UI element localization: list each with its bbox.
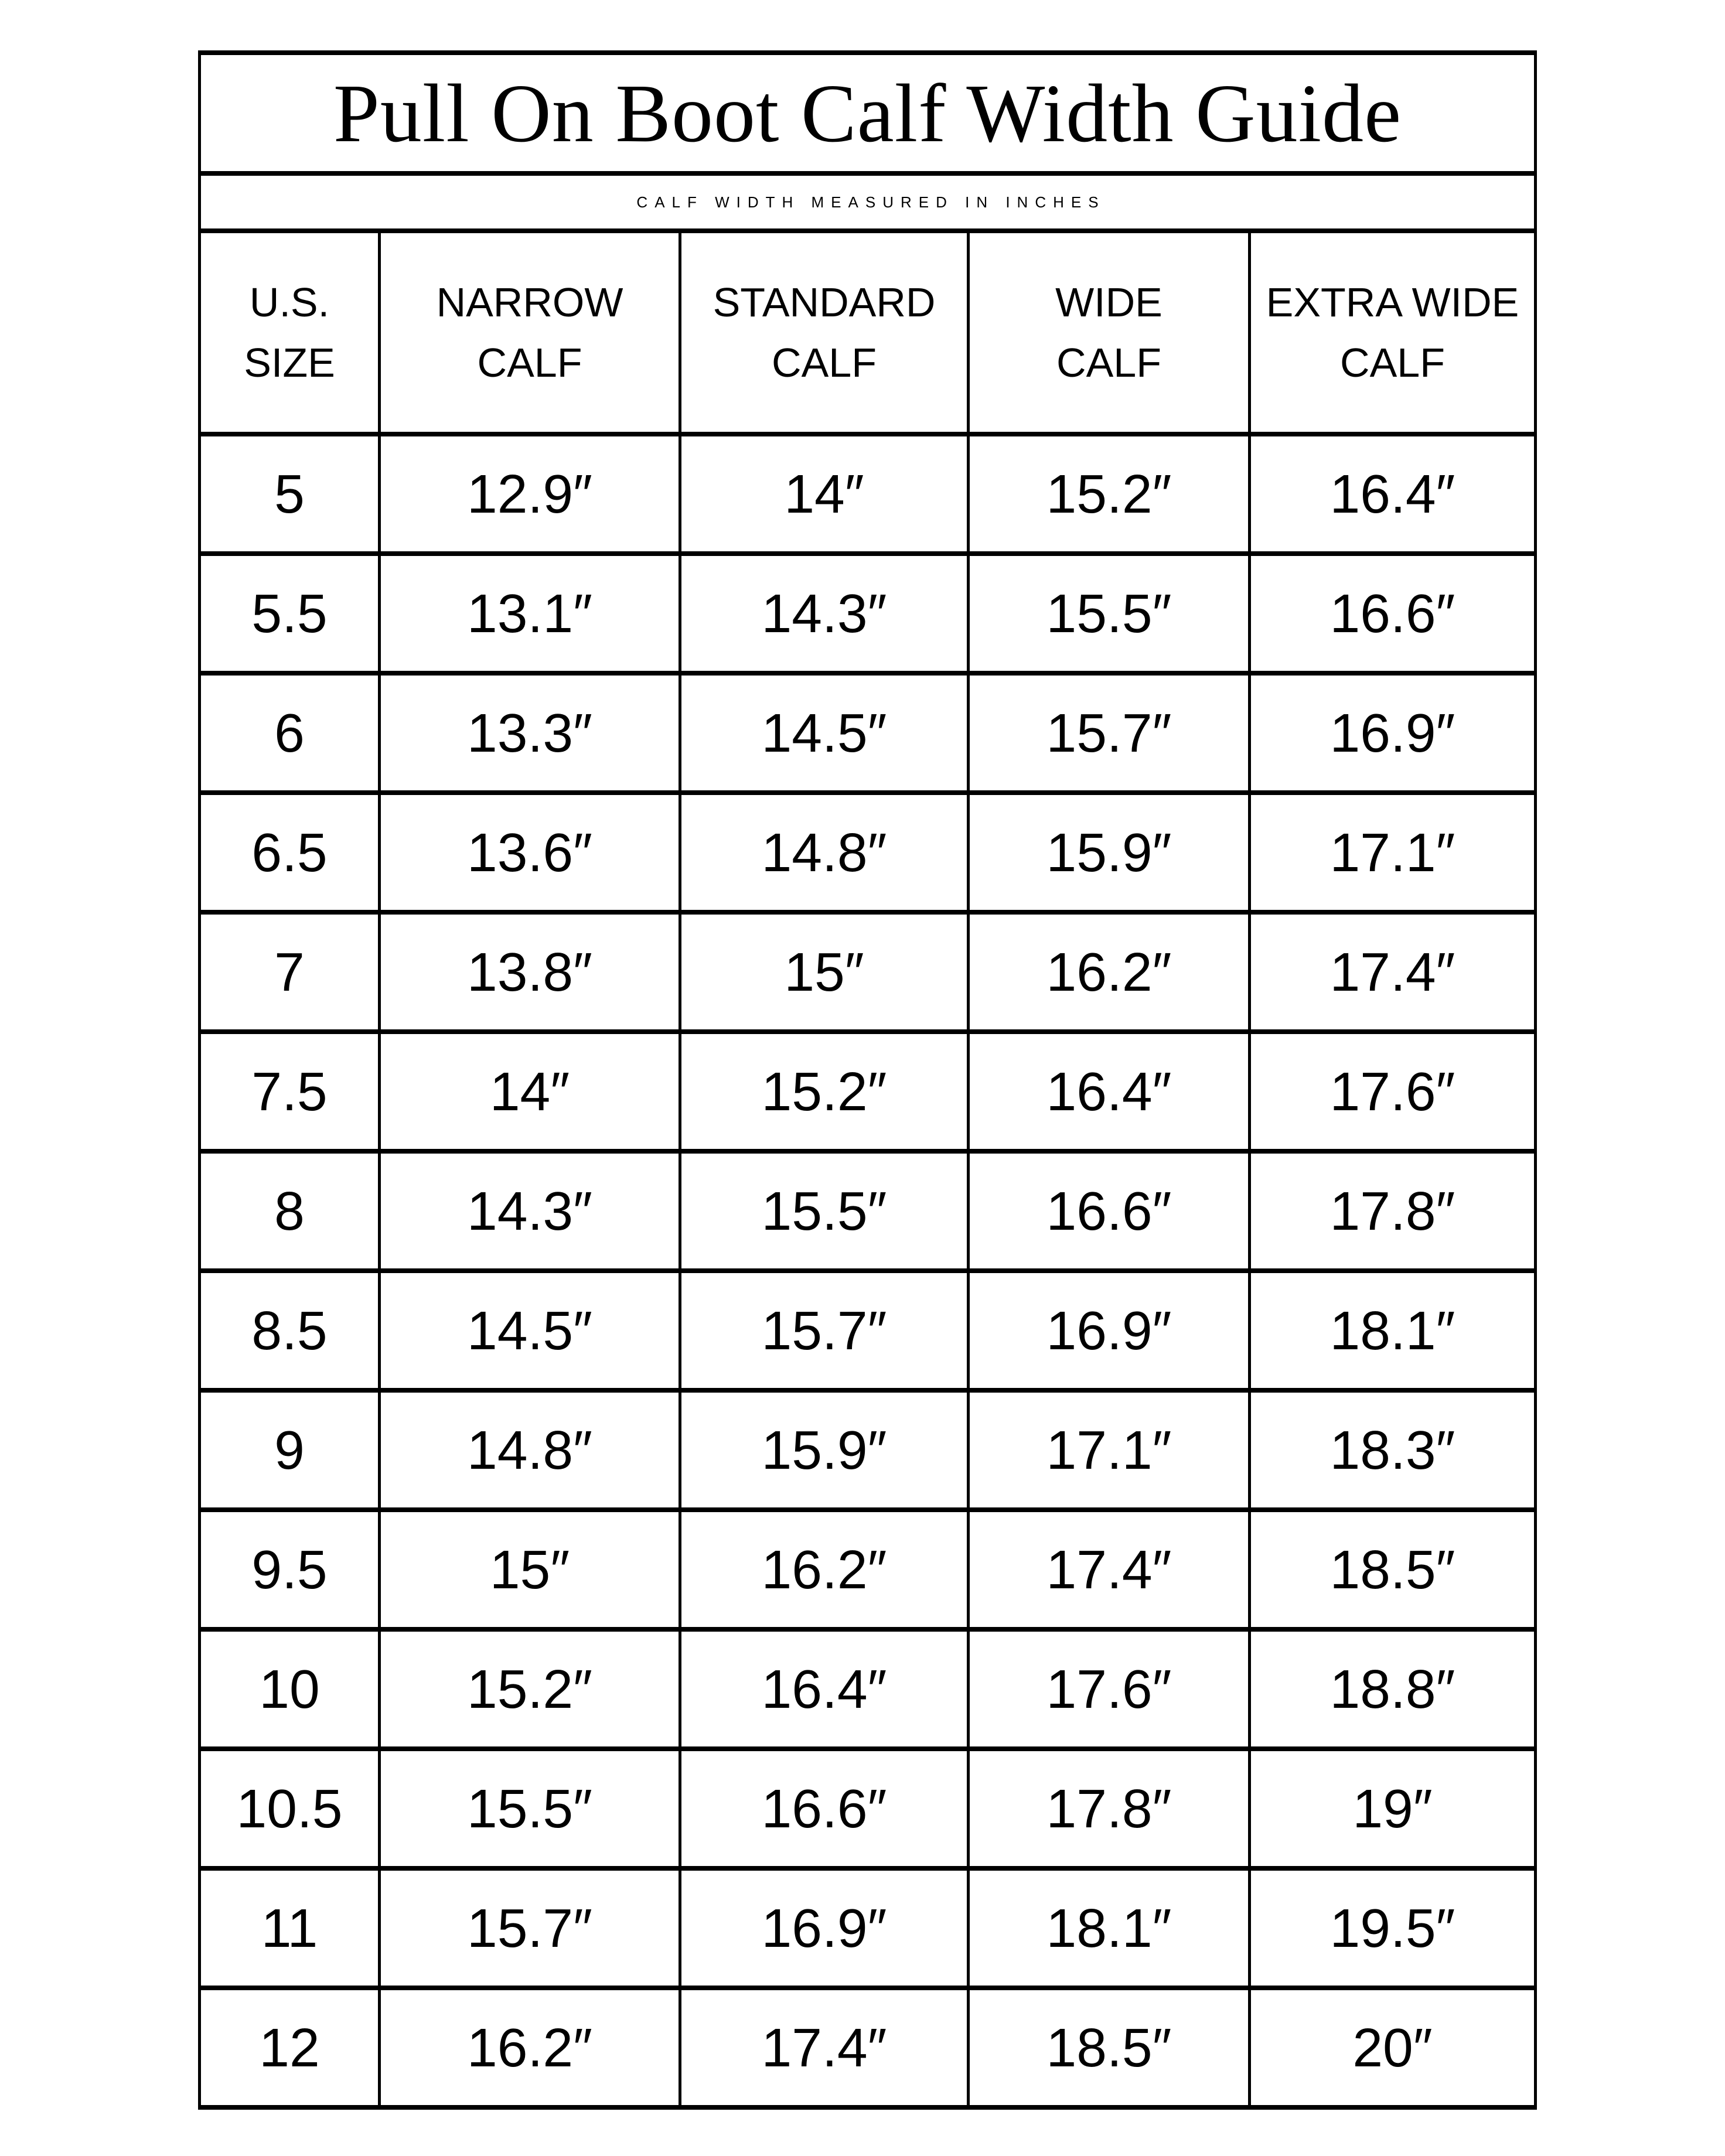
calf-width-cell: 16.4″ — [969, 1032, 1250, 1151]
calf-width-cell: 13.6″ — [380, 793, 680, 912]
calf-width-cell: 16.9″ — [1250, 673, 1536, 793]
calf-width-cell: 18.8″ — [1250, 1629, 1536, 1749]
us-size-cell: 5.5 — [200, 554, 380, 673]
calf-width-cell: 15.2″ — [969, 434, 1250, 554]
us-size-cell: 8.5 — [200, 1271, 380, 1390]
table-row — [200, 1868, 1536, 1988]
calf-width-cell: 14.8″ — [680, 793, 969, 912]
calf-width-cell: 14″ — [380, 1032, 680, 1151]
calf-width-cell: 17.6″ — [1250, 1032, 1536, 1151]
calf-width-cell: 15.7″ — [380, 1868, 680, 1988]
calf-width-cell: 16.9″ — [680, 1868, 969, 1988]
table-row — [200, 1032, 1536, 1151]
column-header-line: WIDE — [1055, 279, 1162, 325]
calf-width-guide-table — [198, 50, 1537, 2110]
calf-width-cell: 20″ — [1250, 1988, 1536, 2107]
table-row — [200, 1988, 1536, 2107]
calf-width-cell: 15″ — [380, 1510, 680, 1629]
column-header-line: EXTRA WIDE — [1266, 279, 1519, 325]
column-header-row — [200, 231, 1536, 434]
subtitle-text: CALF WIDTH MEASURED IN INCHES — [200, 173, 1536, 231]
calf-width-cell: 16.4″ — [680, 1629, 969, 1749]
calf-width-cell: 15.2″ — [680, 1032, 969, 1151]
column-header-wide-calf — [969, 231, 1250, 434]
calf-width-cell: 17.1″ — [969, 1390, 1250, 1510]
calf-width-cell: 14.5″ — [680, 673, 969, 793]
column-header-standard-calf — [680, 231, 969, 434]
calf-width-cell: 19″ — [1250, 1749, 1536, 1868]
calf-width-cell: 13.8″ — [380, 912, 680, 1032]
table-row — [200, 1271, 1536, 1390]
calf-width-cell: 16.6″ — [1250, 554, 1536, 673]
calf-width-cell: 15.7″ — [969, 673, 1250, 793]
us-size-cell: 7.5 — [200, 1032, 380, 1151]
table-row — [200, 434, 1536, 554]
calf-width-cell: 17.8″ — [1250, 1151, 1536, 1271]
table-row — [200, 1510, 1536, 1629]
table-row — [200, 673, 1536, 793]
calf-width-cell: 16.4″ — [1250, 434, 1536, 554]
column-header-line: CALF — [1340, 339, 1445, 386]
table-row — [200, 554, 1536, 673]
calf-width-cell: 13.1″ — [380, 554, 680, 673]
calf-width-cell: 17.4″ — [680, 1988, 969, 2107]
us-size-cell: 9 — [200, 1390, 380, 1510]
calf-width-cell: 17.8″ — [969, 1749, 1250, 1868]
calf-width-cell: 16.6″ — [969, 1151, 1250, 1271]
calf-width-cell: 15.5″ — [680, 1151, 969, 1271]
column-header-line: STANDARD — [712, 279, 936, 325]
calf-width-cell: 15″ — [680, 912, 969, 1032]
calf-width-cell: 16.9″ — [969, 1271, 1250, 1390]
calf-width-cell: 18.5″ — [969, 1988, 1250, 2107]
column-header-narrow-calf — [380, 231, 680, 434]
calf-width-cell: 15.5″ — [969, 554, 1250, 673]
calf-width-cell: 18.5″ — [1250, 1510, 1536, 1629]
calf-width-cell: 12.9″ — [380, 434, 680, 554]
calf-width-cell: 16.2″ — [969, 912, 1250, 1032]
us-size-cell: 5 — [200, 434, 380, 554]
column-header-line: U.S. — [249, 279, 330, 325]
calf-width-cell: 14.5″ — [380, 1271, 680, 1390]
us-size-cell: 6.5 — [200, 793, 380, 912]
us-size-cell: 8 — [200, 1151, 380, 1271]
table-row — [200, 1390, 1536, 1510]
column-header-line: CALF — [477, 339, 582, 386]
calf-width-cell: 15.9″ — [969, 793, 1250, 912]
calf-width-cell: 14.3″ — [380, 1151, 680, 1271]
us-size-cell: 10.5 — [200, 1749, 380, 1868]
us-size-cell: 7 — [200, 912, 380, 1032]
calf-width-cell: 18.1″ — [1250, 1271, 1536, 1390]
us-size-cell: 6 — [200, 673, 380, 793]
calf-width-cell: 17.1″ — [1250, 793, 1536, 912]
us-size-cell: 11 — [200, 1868, 380, 1988]
calf-width-cell: 14.3″ — [680, 554, 969, 673]
table-row — [200, 1151, 1536, 1271]
column-header-line: SIZE — [244, 339, 335, 386]
calf-width-cell: 18.3″ — [1250, 1390, 1536, 1510]
us-size-cell: 9.5 — [200, 1510, 380, 1629]
calf-width-cell: 17.4″ — [1250, 912, 1536, 1032]
calf-width-cell: 18.1″ — [969, 1868, 1250, 1988]
calf-width-cell: 15.7″ — [680, 1271, 969, 1390]
calf-width-cell: 16.2″ — [380, 1988, 680, 2107]
table-row — [200, 1749, 1536, 1868]
column-header-line: NARROW — [436, 279, 623, 325]
column-header-line: CALF — [1056, 339, 1161, 386]
us-size-cell: 12 — [200, 1988, 380, 2107]
subtitle-row — [200, 173, 1536, 231]
us-size-cell: 10 — [200, 1629, 380, 1749]
table-row — [200, 912, 1536, 1032]
calf-width-cell: 16.2″ — [680, 1510, 969, 1629]
column-header-extra-wide-calf — [1250, 231, 1536, 434]
table-row — [200, 1629, 1536, 1749]
page-title: Pull On Boot Calf Width Guide — [200, 53, 1536, 173]
column-header-line: CALF — [772, 339, 877, 386]
calf-width-cell: 13.3″ — [380, 673, 680, 793]
title-row — [200, 53, 1536, 173]
calf-width-cell: 17.4″ — [969, 1510, 1250, 1629]
calf-width-cell: 14″ — [680, 434, 969, 554]
table-row — [200, 793, 1536, 912]
calf-width-cell: 15.2″ — [380, 1629, 680, 1749]
column-header-us-size — [200, 231, 380, 434]
calf-width-cell: 17.6″ — [969, 1629, 1250, 1749]
calf-width-cell: 14.8″ — [380, 1390, 680, 1510]
calf-width-cell: 19.5″ — [1250, 1868, 1536, 1988]
calf-width-cell: 15.5″ — [380, 1749, 680, 1868]
calf-width-cell: 16.6″ — [680, 1749, 969, 1868]
calf-width-cell: 15.9″ — [680, 1390, 969, 1510]
